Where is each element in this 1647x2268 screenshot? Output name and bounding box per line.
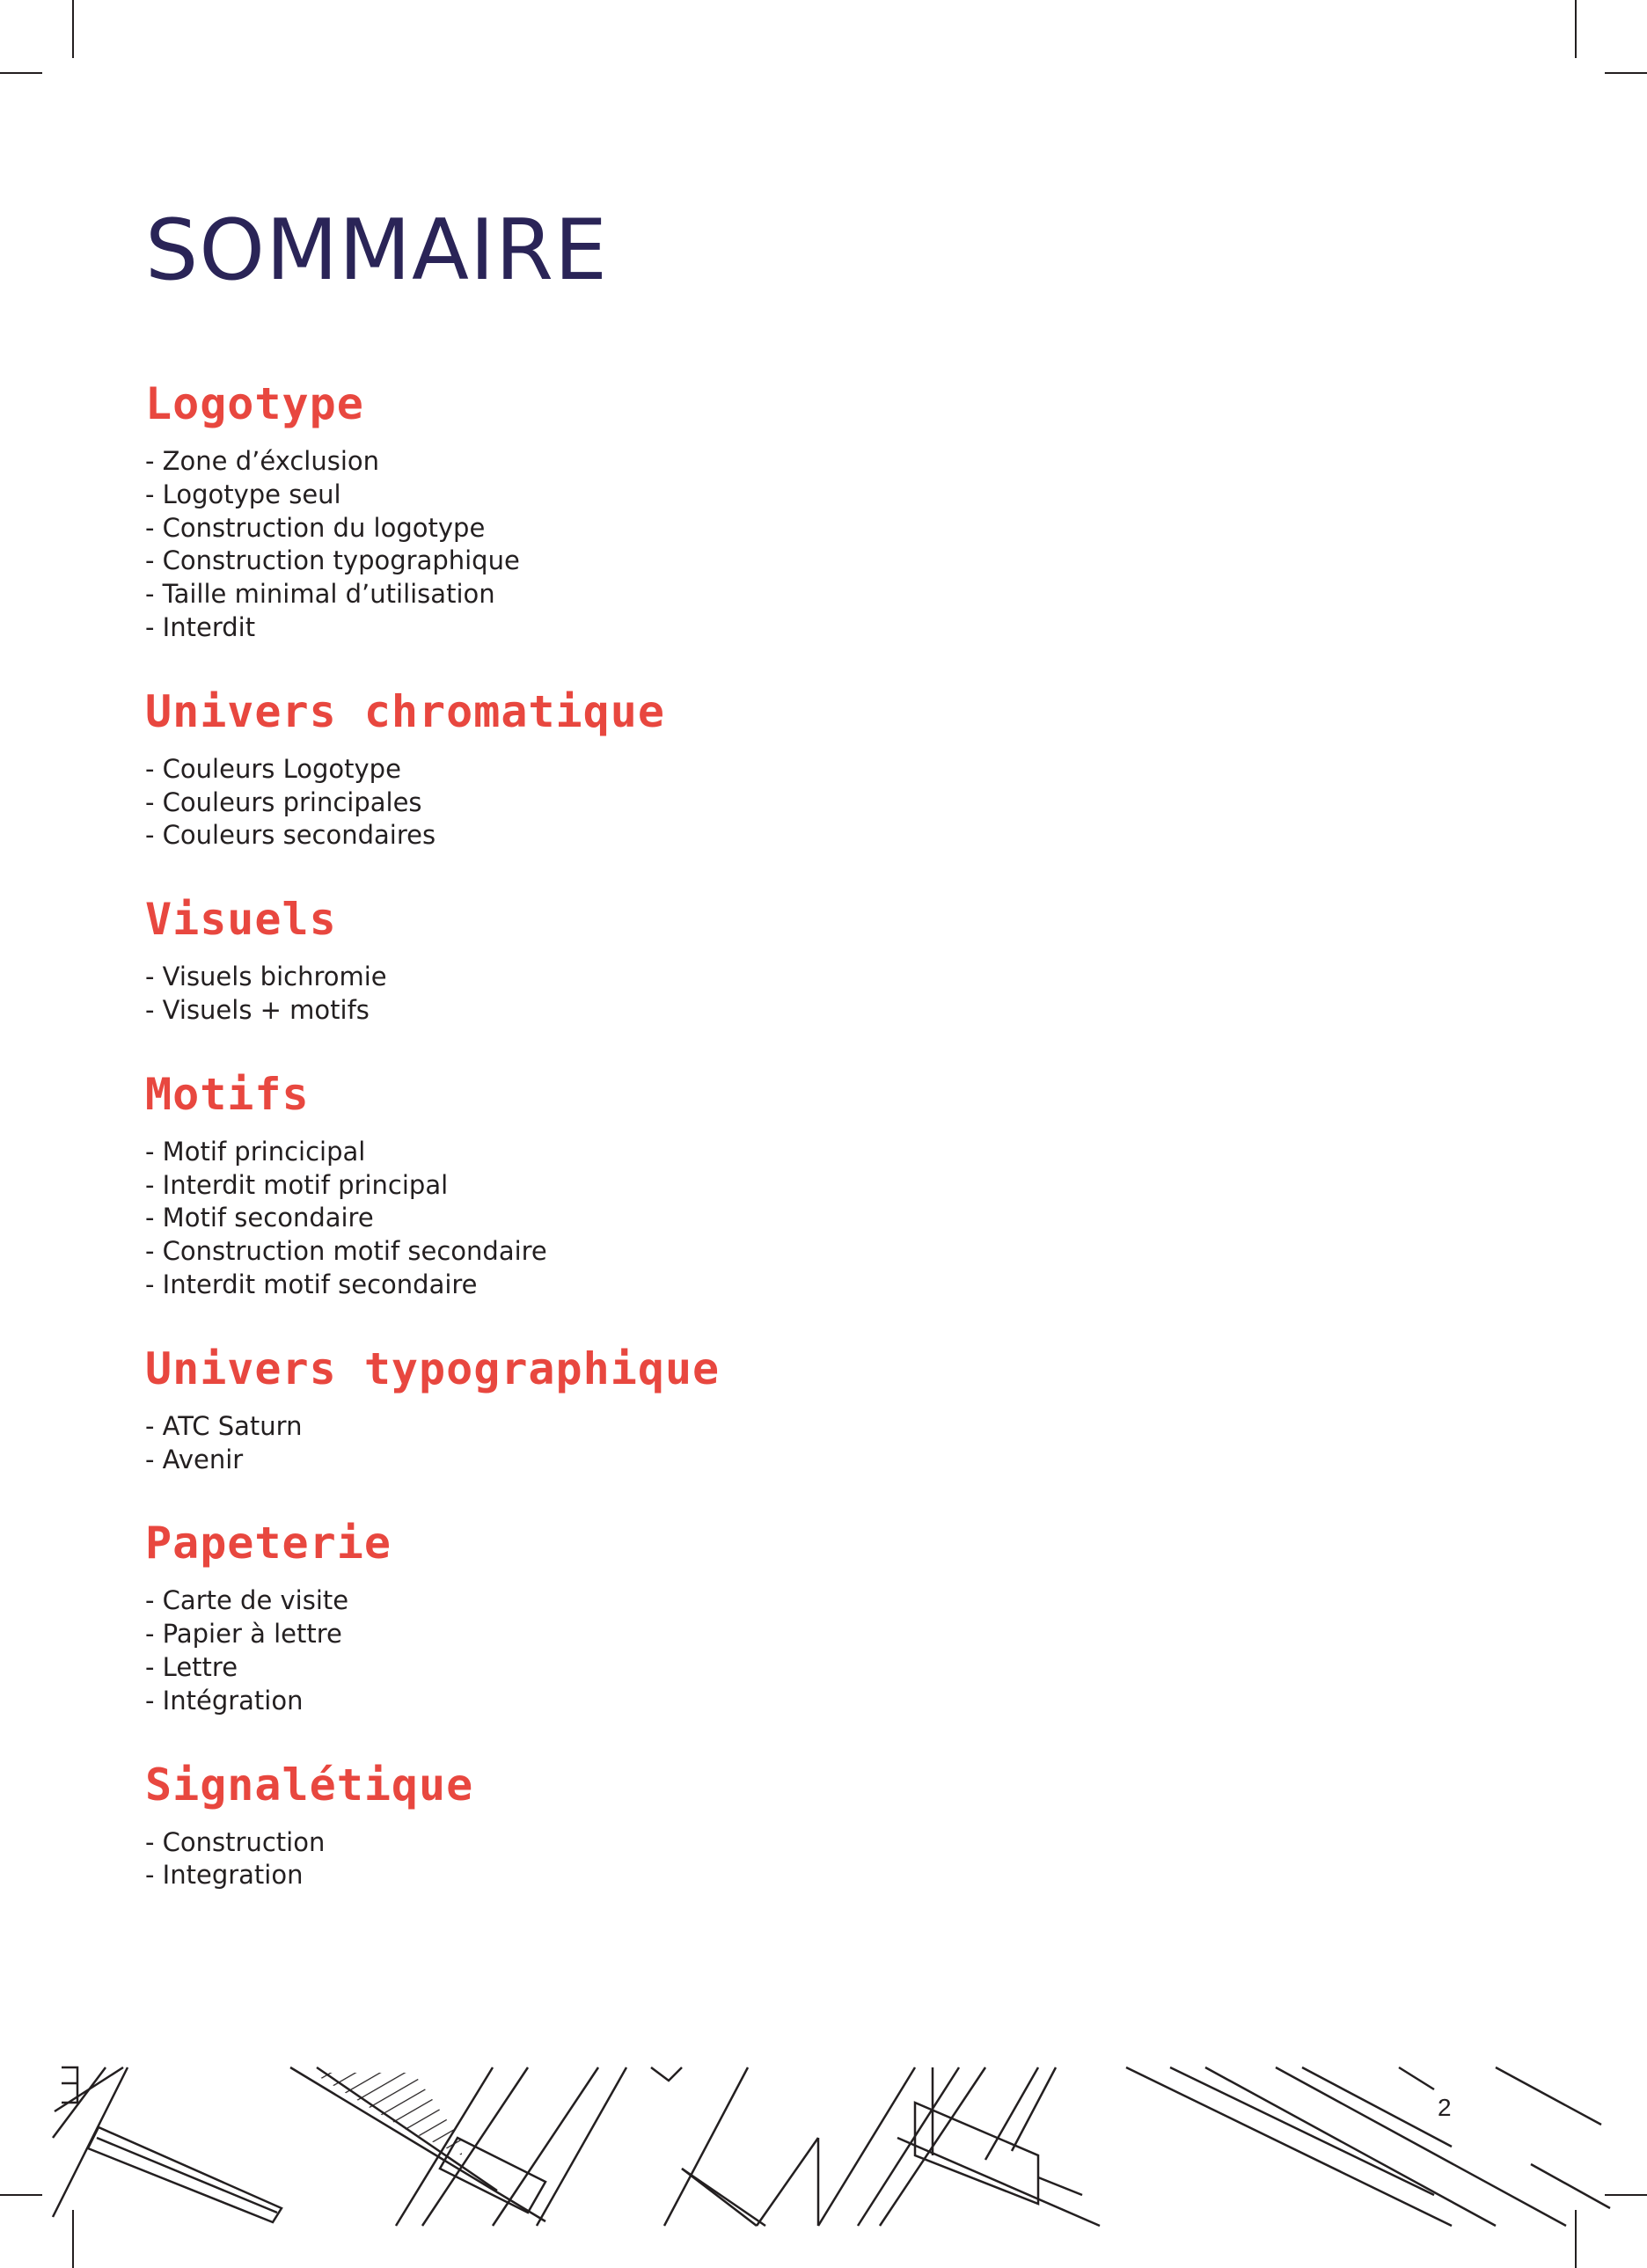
toc-item: - Integration: [145, 1860, 304, 1891]
section-items: [145, 753, 1465, 852]
section-heading: Logotype: [145, 378, 364, 429]
toc-item: - Intégration: [145, 1685, 304, 1716]
toc-item: - Motif secondaire: [145, 1203, 374, 1233]
toc-item: - Interdit motif principal: [145, 1169, 449, 1200]
toc-item: - Couleurs Logotype: [145, 753, 401, 784]
toc-section: [145, 1758, 1465, 1893]
toc-item: - Motif princicipal: [145, 1136, 366, 1167]
toc-item: - Construction typographique: [145, 545, 520, 576]
decorative-line-motif: [0, 2050, 1647, 2243]
toc-item: - Interdit motif secondaire: [145, 1269, 478, 1299]
crop-mark: [1605, 72, 1647, 74]
toc-item: - Construction du logotype: [145, 512, 486, 543]
toc-item: - Papier à lettre: [145, 1619, 342, 1650]
toc-item: - Taille minimal d’utilisation: [145, 579, 495, 610]
crop-mark: [1575, 0, 1577, 58]
crop-mark: [0, 72, 42, 74]
toc-section: [145, 1516, 1465, 1717]
section-items: [145, 1826, 1465, 1893]
toc-item: - Visuels + motifs: [145, 994, 370, 1025]
toc-section: [145, 377, 1465, 645]
toc-item: - Interdit: [145, 611, 256, 642]
section-heading: Signalétique: [145, 1759, 474, 1811]
toc-item: - Couleurs principales: [145, 786, 422, 817]
toc-item: - Couleurs secondaires: [145, 820, 436, 851]
toc-item: - Zone d’éxclusion: [145, 446, 380, 476]
toc-item: - Avenir: [145, 1444, 244, 1474]
toc-item: - Construction: [145, 1826, 326, 1857]
toc-item: - Visuels bichromie: [145, 962, 387, 992]
section-items: [145, 961, 1465, 1028]
toc-item: - Logotype seul: [145, 479, 341, 509]
toc-item: - Carte de visite: [145, 1585, 349, 1616]
section-heading: Univers typographique: [145, 1343, 721, 1394]
section-items: [145, 1584, 1465, 1717]
section-heading: Visuels: [145, 894, 337, 946]
toc-section: [145, 1067, 1465, 1302]
page-number: 2: [1438, 2094, 1452, 2121]
section-heading: Papeterie: [145, 1518, 392, 1569]
toc-item: - Lettre: [145, 1651, 238, 1682]
section-items: [145, 445, 1465, 645]
toc-item: - ATC Saturn: [145, 1410, 303, 1441]
toc-section: [145, 1342, 1465, 1477]
crop-mark: [72, 0, 74, 58]
table-of-contents: [145, 377, 1465, 1892]
page-title: SOMMAIRE: [145, 202, 609, 299]
section-heading: Motifs: [145, 1068, 310, 1120]
section-heading: Univers chromatique: [145, 685, 665, 737]
toc-section: [145, 684, 1465, 852]
toc-section: [145, 892, 1465, 1028]
toc-item: - Construction motif secondaire: [145, 1236, 547, 1267]
section-items: [145, 1410, 1465, 1477]
section-items: [145, 1136, 1465, 1302]
